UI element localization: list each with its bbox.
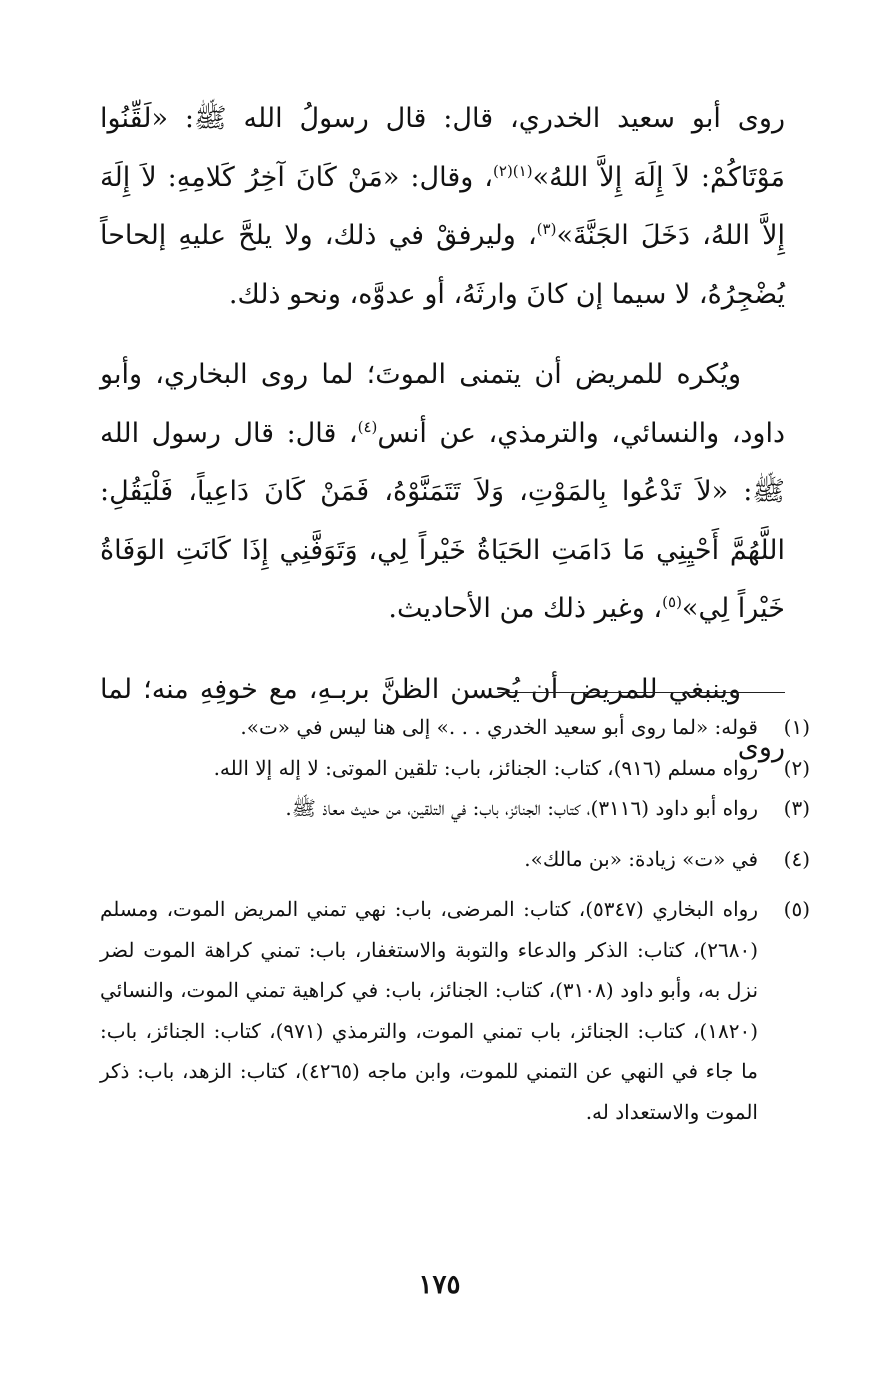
footnote-ref-3: (٣) (536, 220, 557, 238)
footnote-5 (100, 889, 810, 1132)
footnote-text: رواه البخاري (٥٣٤٧)، كتاب: المرضى، باب: نهي تمني المريض الموت، ومسلم (٢٦٨٠)، كتاب: الذكر والدعاء والتوبة والاستغفار، باب: تمني كراهة الموت لضر نزل به، وأبو داود (٣١٠٨)، كتاب: الجنائز، باب: في كراهية تمني الموت، والنسائي (١٨٢٠)، كتاب: الجنائز، باب تمني الموت، والترمذي (٩٧١)، كتاب: الجنائز، باب: ما جاء في النهي عن التمني للموت، وابن ماجه (٤٢٦٥)، كتاب: الزهد، باب: ذكر الموت والاستعداد له. (100, 897, 759, 1124)
paragraph-1-text-a: روى أبو سعيد الخدري، قال: قال رسولُ الله ﷺ: «لَقِّنُوا مَوْتَاكُمْ: لاَ إِلَهَ إِلاَّ اللهُ» (100, 103, 785, 193)
main-text (100, 90, 785, 778)
footnote-1 (100, 707, 810, 748)
footnote-number: (٢) (783, 755, 810, 780)
footnote-number: (٥) (783, 897, 810, 921)
paragraph-2-text-a: ويُكره للمريض أن يتمنى الموتَ؛ لما روى البخاري، وأبو داود، والنسائي، والترمذي، عن أنس (100, 359, 785, 449)
footnote-separator (498, 692, 785, 693)
footnote-number: (١) (783, 715, 810, 739)
paragraph-3: وينبغي للمريض أن يُحسن الظنَّ بربـهِ، مع خوفِهِ منه؛ لما روى (100, 673, 785, 763)
page-number: ١٧٥ (418, 1270, 461, 1300)
footnote-ref-4: (٤) (357, 417, 378, 436)
footnote-ref-1-2: (١)(٢) (493, 161, 533, 180)
footnote-2 (100, 748, 810, 789)
footnote-text: رواه مسلم (٩١٦)، كتاب: الجنائز، باب: تلقين الموتى: لا إله إلا الله. (213, 755, 758, 780)
footnote-3 (100, 788, 810, 829)
paragraph-1-text-b: ، وقال: «مَنْ كَانَ آخِرُ كَلامِهِ: لاَ إِلَهَ إِلاَّ اللهُ، دَخَلَ الجَنَّةَ» (100, 161, 785, 251)
footnote-4 (100, 839, 810, 880)
footnote-number: (٣) (783, 796, 810, 820)
footnote-text: قوله: «لما روى أبو سعيد الخدري . . .» إلى هنا ليس في «ت». (240, 715, 758, 739)
footnote-ref-5: (٥) (662, 593, 682, 611)
footnotes (100, 707, 810, 1132)
footnote-text: رواه أبو داود (٣١١٦)، كتاب: الجنائز، باب: في التلقين، من حديث معاذ ﷺ. (285, 796, 758, 820)
paragraph-1-text-c: ، وليرفقْ في ذلك، ولا يلحَّ عليهِ إلحاحاً يُضْجِرُهُ، لا سيما إن كانَ وارثَهُ، أو عدوَّه، ونحو ذلك. (100, 220, 785, 310)
paragraph-2 (100, 346, 785, 639)
footnote-number: (٤) (783, 846, 810, 871)
paragraph-2-text-c: ، وغير ذلك من الأحاديث. (388, 593, 663, 624)
paragraph-2-text-b: ، قال: قال رسول الله ﷺ: «لاَ تَدْعُوا بِالمَوْتِ، وَلاَ تَتَمَنَّوْهُ، فَمَنْ كَانَ دَاعِياً، فَلْيَقُلِ: اللَّهُمَّ أَحْيِنِي مَا دَامَتِ الحَيَاةُ خَيْراً لِي، وَتَوَفَّنِي إِذَا كَانَتِ الوَفَاةُ خَيْراً لِي» (100, 417, 785, 624)
footnote-text: في «ت» زيادة: «بن مالك». (524, 846, 758, 871)
paragraph-1 (100, 90, 785, 324)
